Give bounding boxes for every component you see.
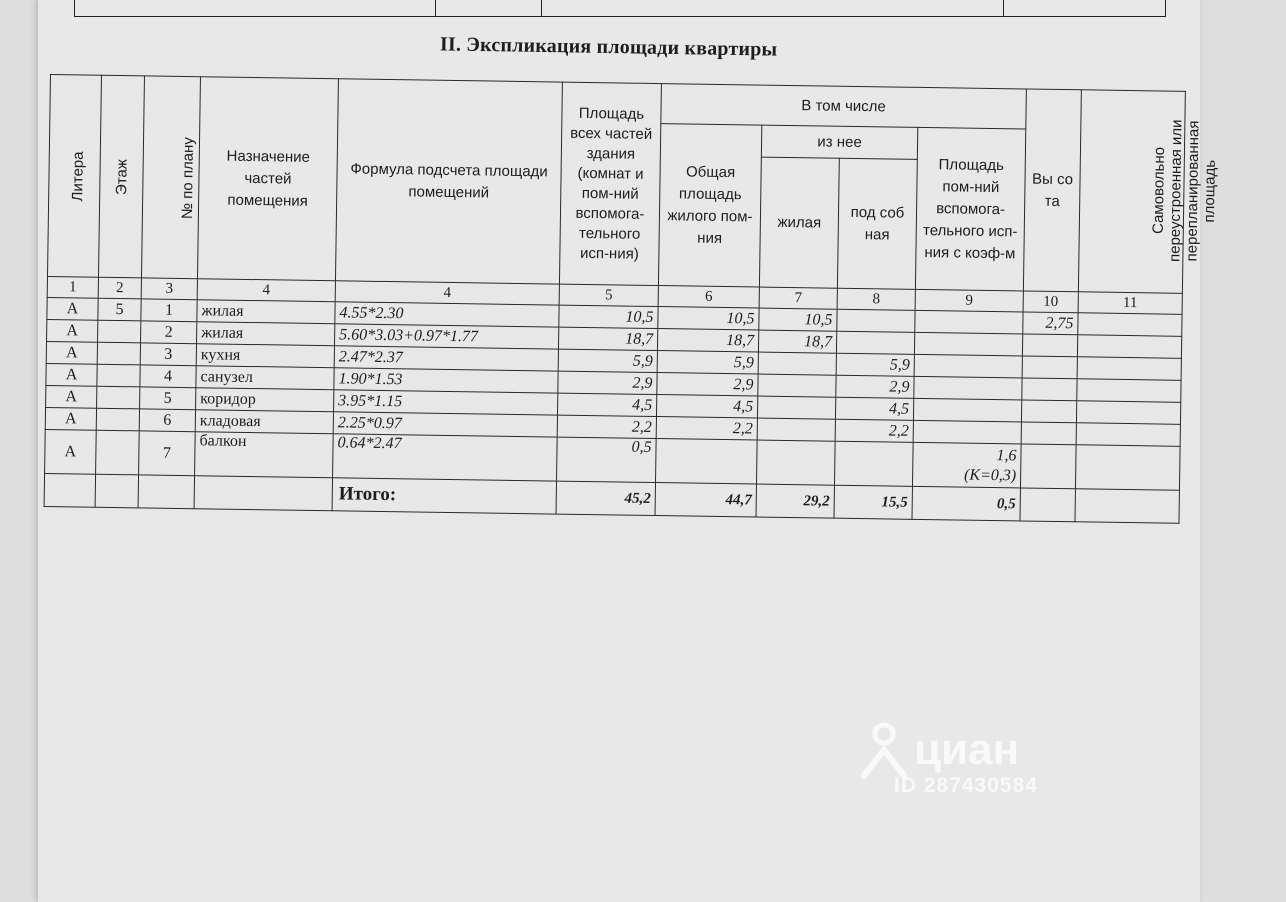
watermark-id: ID 287430584 bbox=[894, 774, 1038, 797]
cell-height bbox=[1020, 444, 1076, 489]
column-number: 1 bbox=[47, 276, 98, 298]
cell-total-living: 18,7 bbox=[657, 329, 758, 352]
totals-label: Итого: bbox=[332, 478, 556, 514]
cell-literal: А bbox=[47, 319, 98, 342]
cell-formula: 1.90*1.53 bbox=[334, 368, 558, 393]
cell-aux-coef bbox=[913, 420, 1021, 444]
cell-unauthorized bbox=[1076, 401, 1180, 425]
cell-total-living: 4,5 bbox=[656, 395, 757, 418]
cell-height bbox=[1022, 356, 1077, 379]
cell-formula: 0.64*2.47 bbox=[333, 434, 558, 481]
header-auxiliary: под соб ная bbox=[837, 158, 917, 289]
cell-literal: А bbox=[47, 297, 98, 320]
column-number: 11 bbox=[1078, 292, 1182, 315]
previous-table-bottom bbox=[74, 0, 1166, 17]
total-auxiliary: 15,5 bbox=[834, 485, 912, 519]
cell-area-all: 5,9 bbox=[558, 349, 657, 372]
cell-aux-coef bbox=[914, 332, 1022, 356]
cell-living bbox=[757, 396, 835, 419]
cell-plan-no: 7 bbox=[139, 431, 196, 476]
cell-area-all: 10,5 bbox=[559, 305, 658, 328]
header-height: Вы со та bbox=[1023, 89, 1081, 292]
cell-unauthorized bbox=[1077, 335, 1181, 359]
column-number: 4 bbox=[197, 279, 335, 302]
cell-formula: 3.95*1.15 bbox=[334, 390, 558, 415]
cell-plan-no: 4 bbox=[140, 365, 196, 388]
cell-aux-coef bbox=[915, 310, 1023, 334]
header-total-living: Общая площадь жилого пом-ния bbox=[658, 124, 761, 287]
cell-literal: А bbox=[46, 363, 97, 386]
cell-plan-no: 6 bbox=[139, 409, 195, 432]
cell-height bbox=[1022, 334, 1077, 357]
cell-height bbox=[1021, 400, 1076, 423]
header-of-which: из нее bbox=[761, 125, 917, 159]
cell-purpose: жилая bbox=[197, 322, 335, 346]
header-including: В том числе bbox=[661, 84, 1027, 129]
cell-living bbox=[757, 418, 835, 441]
cell-living bbox=[756, 440, 835, 485]
cell-area-all: 0,5 bbox=[557, 437, 657, 482]
cell-purpose: кладовая bbox=[195, 410, 333, 434]
header-formula: Формула подсчета площади помещений bbox=[335, 79, 562, 284]
balcony-coef-value: 1,6 bbox=[996, 446, 1017, 464]
cell-auxiliary bbox=[836, 331, 914, 354]
cell-total-living: 10,5 bbox=[658, 307, 759, 330]
total-aux-coef: 0,5 bbox=[912, 486, 1020, 521]
cell-height bbox=[1021, 422, 1076, 445]
cell-floor bbox=[97, 386, 140, 409]
cell-area-all: 2,2 bbox=[557, 415, 656, 438]
column-number: 5 bbox=[559, 284, 658, 306]
cell-area-all: 4,5 bbox=[557, 393, 656, 416]
cell-purpose: кухня bbox=[196, 344, 334, 368]
cell-auxiliary: 5,9 bbox=[836, 353, 914, 376]
cell-unauthorized bbox=[1075, 445, 1180, 491]
cell-auxiliary: 2,9 bbox=[836, 375, 914, 398]
header-living: жилая bbox=[759, 157, 839, 288]
cell-formula: 5.60*3.03+0.97*1.77 bbox=[334, 324, 558, 349]
header-unauthorized: Самовольно переустроенная или перепланированная площадь bbox=[1078, 90, 1185, 294]
cell-unauthorized bbox=[1077, 357, 1181, 381]
header-literal: Литера bbox=[47, 75, 101, 278]
header-plan-no: № по плану bbox=[141, 76, 200, 279]
cell-floor bbox=[97, 364, 140, 387]
cell-total-living: 5,9 bbox=[657, 351, 758, 374]
header-aux-coef: Площадь пом-ний вспомога-тельного исп-ния с коэф-м bbox=[915, 127, 1025, 291]
cell-aux-coef bbox=[914, 376, 1022, 400]
total-area-all: 45,2 bbox=[556, 481, 655, 515]
location-pin-icon bbox=[860, 720, 908, 780]
cell-floor bbox=[96, 408, 139, 431]
column-number: 3 bbox=[141, 278, 197, 300]
cell-literal: А bbox=[46, 385, 97, 408]
cell-auxiliary bbox=[837, 309, 915, 332]
explication-table bbox=[44, 74, 1219, 524]
cell-floor bbox=[98, 320, 141, 343]
cell-purpose: балкон bbox=[195, 432, 334, 478]
column-number: 4 bbox=[335, 281, 559, 305]
cell-living: 10,5 bbox=[759, 308, 837, 331]
cell-purpose: коридор bbox=[196, 388, 334, 412]
cell-plan-no: 2 bbox=[141, 321, 197, 344]
column-number: 2 bbox=[98, 277, 141, 299]
cell-literal: А bbox=[45, 429, 97, 474]
cell-plan-no: 5 bbox=[140, 387, 196, 410]
column-number: 6 bbox=[658, 286, 759, 308]
cell-total-living: 2,2 bbox=[656, 417, 757, 440]
cell-living bbox=[758, 374, 836, 397]
cell-aux-coef bbox=[912, 442, 1021, 488]
cell-unauthorized bbox=[1077, 379, 1181, 403]
header-area-all: Площадь всех частей здания (комнат и пом-ний вспомога-тельного исп-ния) bbox=[559, 82, 661, 285]
cell-formula: 4.55*2.30 bbox=[335, 302, 559, 327]
balcony-coef-note: (К=0,3) bbox=[963, 466, 1017, 484]
cell-living: 18,7 bbox=[758, 330, 836, 353]
column-number: 10 bbox=[1023, 291, 1078, 313]
cian-watermark bbox=[860, 720, 1038, 798]
cell-purpose: жилая bbox=[197, 300, 335, 324]
cell-height: 2,75 bbox=[1023, 312, 1078, 335]
cell-aux-coef bbox=[914, 354, 1022, 378]
cell-floor bbox=[97, 342, 140, 365]
column-number: 7 bbox=[759, 287, 837, 309]
cell-literal: А bbox=[45, 407, 96, 430]
cell-formula: 2.25*0.97 bbox=[333, 412, 557, 437]
cell-auxiliary bbox=[834, 441, 913, 486]
cell-aux-coef bbox=[913, 398, 1021, 422]
cell-area-all: 2,9 bbox=[558, 371, 657, 394]
cell-area-all: 18,7 bbox=[558, 327, 657, 350]
cell-total-living: 2,9 bbox=[657, 373, 758, 396]
cell-height bbox=[1022, 378, 1077, 401]
total-total-living: 44,7 bbox=[655, 483, 756, 517]
column-number: 9 bbox=[915, 289, 1023, 312]
header-floor: Этаж bbox=[98, 75, 144, 278]
total-living: 29,2 bbox=[756, 484, 834, 518]
watermark-brand: циан bbox=[914, 725, 1020, 774]
cell-unauthorized bbox=[1078, 313, 1182, 337]
cell-plan-no: 1 bbox=[141, 299, 197, 322]
cell-floor bbox=[96, 430, 140, 475]
cell-auxiliary: 4,5 bbox=[835, 397, 913, 420]
cell-living bbox=[758, 352, 836, 375]
cell-literal: А bbox=[46, 341, 97, 364]
header-purpose: Назначение частей помещения bbox=[197, 77, 338, 281]
page-title: II. Экспликация площади квартиры bbox=[439, 33, 778, 61]
cell-auxiliary: 2,2 bbox=[835, 419, 913, 442]
cell-total-living bbox=[656, 439, 758, 484]
cell-plan-no: 3 bbox=[140, 343, 196, 366]
column-number: 8 bbox=[837, 288, 915, 310]
cell-unauthorized bbox=[1076, 423, 1180, 447]
cell-floor: 5 bbox=[98, 298, 141, 321]
cell-purpose: санузел bbox=[196, 366, 334, 390]
cell-formula: 2.47*2.37 bbox=[334, 346, 558, 371]
